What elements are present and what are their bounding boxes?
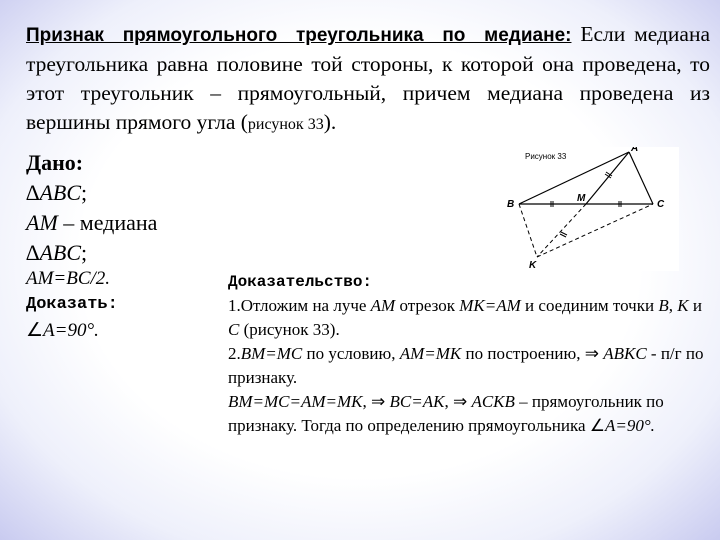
triangle-diagram	[503, 147, 679, 271]
given-condition-block	[26, 266, 118, 344]
side-ac	[629, 152, 653, 204]
proof-step-1: 1.Отложим на луче AM отрезок MK=AM и соединим точки B, K и C (рисунок 33).	[228, 296, 702, 339]
given-median: AM – медиана	[26, 210, 158, 235]
triangle-icon: ∆	[26, 180, 40, 205]
given-triangle: ∆ABC;	[26, 180, 88, 205]
segment-mk	[537, 204, 586, 257]
given-condition: AM=BC/2.	[26, 268, 111, 289]
theorem-close: ).	[323, 110, 337, 134]
implies-icon: ⇒	[371, 392, 386, 411]
proof-step-2: 2.BM=MC по условию, AM=MK по построению, ⇒ ABKC - п/г по признаку.	[228, 344, 704, 387]
prove-goal: ∠A=90°.	[26, 320, 99, 341]
median-am	[586, 152, 629, 204]
label-b: B	[507, 199, 515, 210]
label-c: C	[657, 199, 665, 210]
prove-heading: Доказать:	[26, 295, 118, 314]
figure-reference: рисунок 33	[247, 116, 324, 133]
segment-bk	[519, 204, 537, 257]
theorem-statement	[26, 20, 710, 139]
segment-kc	[537, 204, 653, 257]
given-triangle-2: ∆ABC;	[26, 240, 88, 265]
implies-icon: ⇒	[584, 344, 599, 363]
theorem-text: Если медиана треугольника равна половине той стороны, к которой она проведена, то этот треугольник – прямоугольный, причем медиана проведена из вершины прямого угла (	[26, 22, 710, 134]
angle-icon: ∠	[589, 416, 606, 435]
figure-caption: Рисунок 33	[525, 152, 567, 161]
given-heading: Дано:	[26, 150, 84, 175]
label-a: A	[631, 147, 639, 154]
theorem-heading: Признак прямоугольного треугольника по медиане:	[26, 25, 572, 46]
angle-icon: ∠	[26, 320, 44, 341]
triangle-icon: ∆	[26, 240, 40, 265]
implies-icon: ⇒	[452, 392, 468, 411]
label-m: M	[577, 193, 586, 204]
figure-33	[503, 147, 679, 271]
given-block	[26, 148, 157, 268]
proof-block	[228, 270, 708, 438]
proof-heading: Доказательство:	[228, 273, 373, 291]
proof-step-3: BM=MC=AM=MK, ⇒ BC=AK, ⇒ ACKB – прямоугольник по признаку. Тогда по определению прямоугольника ∠A=90°.	[228, 392, 664, 435]
label-k: K	[529, 260, 537, 271]
